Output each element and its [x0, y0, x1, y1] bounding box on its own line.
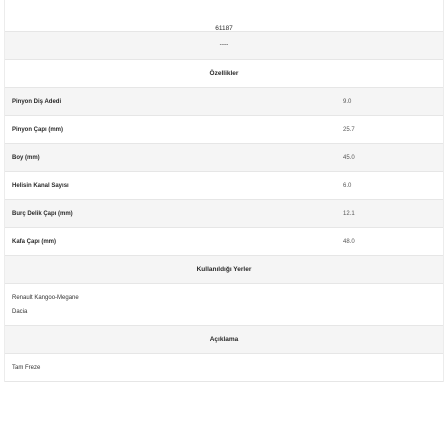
spec-label: Boy (mm) [12, 154, 40, 161]
product-code: 61187 [215, 25, 233, 33]
usage-section-header [5, 256, 443, 284]
spec-label: Pinyon Çapı (mm) [12, 126, 64, 133]
spec-value: 9.0 [343, 98, 352, 105]
spec-value: 45.0 [343, 154, 355, 161]
spec-row-bushing-bore [5, 200, 443, 228]
description-title: Açıklama [209, 336, 239, 343]
description-row [5, 354, 443, 382]
features-title: Özellikler [209, 70, 239, 77]
spec-row-head-diameter [5, 228, 443, 256]
spec-label: Burç Delik Çapı (mm) [12, 210, 73, 217]
spec-row-pinion-diameter [5, 116, 443, 144]
spec-row-helix-channels [5, 172, 443, 200]
spec-label: Pinyon Diş Adedi [12, 98, 62, 105]
product-spec-table [4, 0, 444, 382]
spec-row-pinion-teeth [5, 88, 443, 116]
spec-value: 48.0 [343, 238, 355, 245]
spec-label: Helisin Kanal Sayısı [12, 182, 69, 189]
spec-value: 12.1 [343, 210, 355, 217]
description-section-header [5, 326, 443, 354]
placeholder-dashes: ---- [219, 41, 229, 49]
usage-list [5, 284, 443, 326]
usage-item: Renault Kangoo-Megane [12, 294, 79, 301]
placeholder-row [5, 32, 443, 60]
spec-row-length [5, 144, 443, 172]
usage-item: Dacia [12, 308, 28, 315]
product-code-row [5, 0, 443, 32]
features-section-header [5, 60, 443, 88]
description-text: Tam Freze [12, 364, 41, 371]
spec-value: 6.0 [343, 182, 352, 189]
spec-value: 25.7 [343, 126, 355, 133]
spec-label: Kafa Çapı (mm) [12, 238, 57, 245]
usage-title: Kullanıldığı Yerler [196, 266, 252, 273]
